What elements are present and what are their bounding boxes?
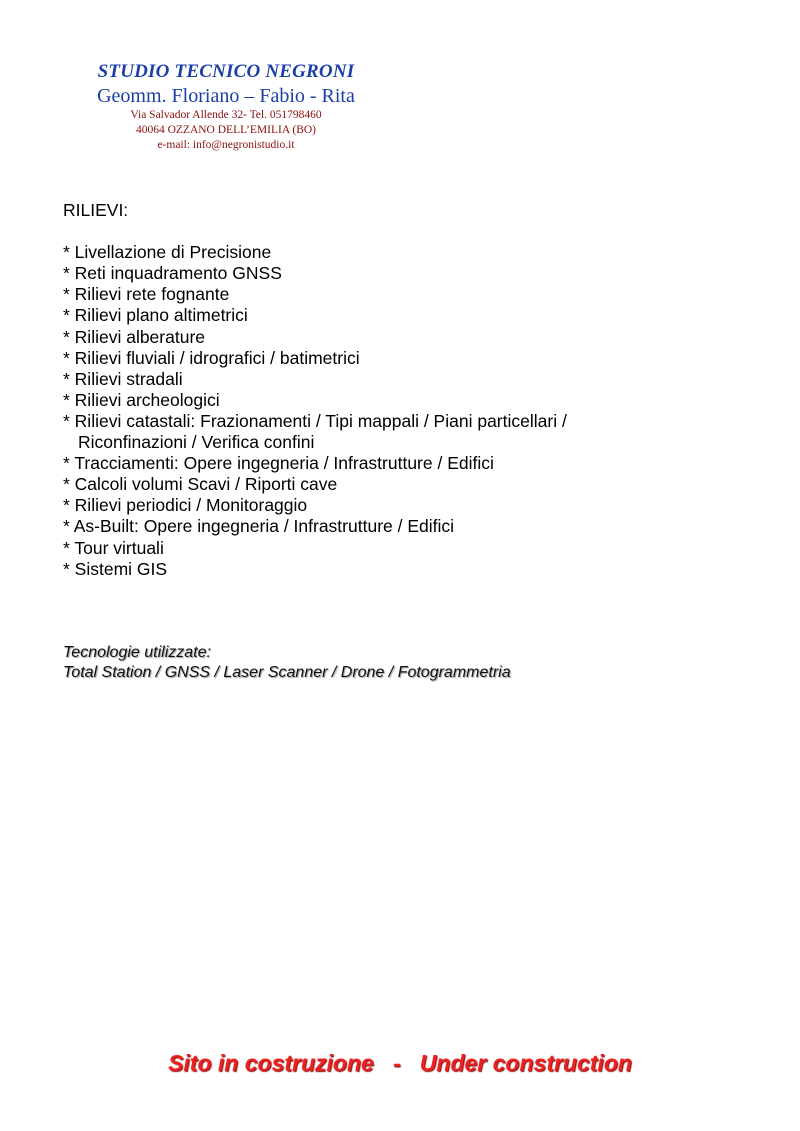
service-item: * Rilievi stradali (63, 368, 183, 389)
service-item: * Rilievi alberature (63, 326, 206, 347)
under-construction-banner: Sito in costruzione - Under construction (168, 1050, 632, 1076)
service-item: * Calcoli volumi Scavi / Riporti cave (63, 474, 338, 495)
services-list (63, 242, 743, 580)
technologies-list: Total Station / GNSS / Laser Scanner / Drone / Fotogrammetria (63, 664, 511, 681)
service-item: * Tracciamenti: Opere ingegneria / Infrastrutture / Edifici (63, 453, 494, 474)
studio-city: 40064 OZZANO DELL’EMILIA (BO) (135, 124, 317, 136)
studio-partners: Geomm. Floriano – Fabio - Rita (97, 85, 355, 107)
service-item: * Tour virtuali (63, 537, 164, 558)
letterhead (56, 60, 396, 153)
services-title: RILIEVI: (63, 200, 129, 220)
service-item: * Livellazione di Precisione (63, 242, 272, 263)
studio-name: STUDIO TECNICO NEGRONI (97, 61, 355, 82)
studio-email: e-mail: info@negronistudio.it (157, 139, 295, 151)
studio-address: Via Salvador Allende 32- Tel. 051798460 (130, 109, 322, 121)
technologies-label: Tecnologie utilizzate: (63, 644, 211, 661)
service-item-continuation: Riconfinazioni / Verifica confini (78, 432, 315, 453)
service-item: * As-Built: Opere ingegneria / Infrastrutture / Edifici (63, 516, 455, 537)
service-item: * Rilievi plano altimetrici (63, 305, 248, 326)
service-item: * Reti inquadramento GNSS (63, 263, 282, 284)
technologies-section (63, 643, 511, 683)
service-item: * Sistemi GIS (63, 558, 168, 579)
service-item: * Rilievi rete fognante (63, 284, 230, 305)
service-item: * Rilievi periodici / Monitoraggio (63, 495, 308, 516)
service-item: * Rilievi fluviali / idrografici / batimetrici (63, 347, 360, 368)
service-item: * Rilievi catastali: Frazionamenti / Tipi mappali / Piani particellari / (63, 410, 567, 431)
services-section (63, 200, 743, 580)
service-item: * Rilievi archeologici (63, 389, 220, 410)
